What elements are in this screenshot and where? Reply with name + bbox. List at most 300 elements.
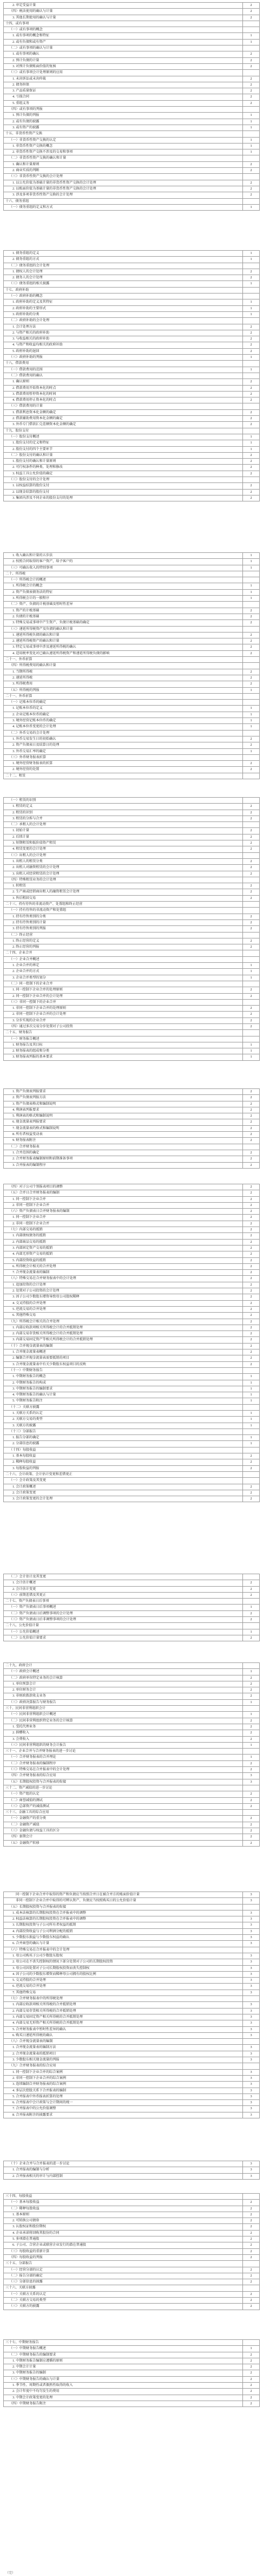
table-row [4, 1410, 260, 1416]
table-row [4, 1392, 260, 1398]
outline-item-level [243, 2039, 260, 2045]
outline-item-level: 1 [243, 559, 260, 565]
table-row [4, 88, 260, 94]
table-row [4, 2236, 260, 2242]
outline-item-text: 3. 所得税费用 [4, 681, 243, 687]
table-row [4, 1947, 260, 1953]
outline-item-text: 4. 与资产和收益均相关的政府补助 [4, 342, 243, 348]
table-row [4, 2063, 260, 2069]
outline-item-level [243, 318, 260, 324]
table-row [4, 263, 260, 269]
outline-item-text: （十）合并现金流量表的编制 [4, 1343, 243, 1349]
outline-item-text: 2. 股份支付的四个主要环节 [4, 446, 243, 452]
outline-item-text: 1. 股份支付的确认和计量原则 [4, 459, 243, 465]
outline-item-level: 1 [243, 1417, 260, 1423]
table-row [4, 871, 260, 877]
outline-item-text: （一）资产组的认定 [4, 1791, 243, 1797]
table-row [4, 1423, 260, 1429]
outline-item-level: 2 [243, 100, 260, 106]
outline-item-level: 2 [243, 2218, 260, 2224]
table-row [4, 1221, 260, 1227]
outline-item-level: 1 [243, 1048, 260, 1054]
table-row [4, 336, 260, 342]
outline-item-level: 2 [243, 1202, 260, 1208]
outline-item-level: 2 [243, 465, 260, 471]
table-row [4, 1816, 260, 1822]
outline-item-text: （二）民间非营利组织特定业务的会计核算 [4, 1718, 243, 1724]
outline-item-text: 2. 商业实质的判断 [4, 168, 243, 174]
outline-item-level: 2 [243, 1119, 260, 1125]
outline-item-level [243, 773, 260, 779]
outline-item-text: （一）金融资产的重分类 [4, 1816, 243, 1822]
outline-item-level [243, 932, 260, 938]
outline-item-level [243, 877, 260, 883]
table-row [4, 2051, 260, 2057]
table-row [4, 1441, 260, 1447]
outline-item-text: 3. 内部交易固定资产等相关所得税会计的合并抵销处理 [4, 1337, 243, 1343]
table-row [4, 1184, 260, 1190]
table-row [4, 2069, 260, 2075]
table-row [4, 2167, 260, 2173]
outline-item-text: （二）金融资产减值 [4, 1822, 243, 1828]
outline-item-text: 3. 会计政策变更的会计处理 [4, 1496, 243, 1502]
outline-item-text: 6. 逆流交易的合并处理 [4, 1984, 243, 1990]
table-row [4, 465, 260, 471]
outline-item-level: 2 [243, 385, 260, 391]
outline-item-text: （二）报告分部的确定 [4, 2273, 243, 2279]
outline-item-level: 3 [243, 2112, 260, 2118]
outline-item-text: 1. 合并报表的编制与分析 [4, 2167, 243, 2173]
outline-item-level [243, 577, 260, 583]
table-row [4, 324, 260, 330]
table-row [4, 2002, 260, 2008]
outline-item-text: 2. 会计年度中不均匀发生的费用 [4, 2389, 243, 2395]
table-row [4, 1574, 260, 1580]
outline-item-text: 3. 因子公司少数股东增资导致母公司股权稀释 [4, 1294, 243, 1300]
outline-item-text: 1. 基本每股收益 [4, 1453, 243, 1459]
outline-item-text: 4. 利润表列报要求 [4, 1107, 243, 1113]
outline-item-level: 3 [243, 1779, 260, 1785]
outline-item-text: 3. 特定交易或事项中涉及递延所得税的确认 [4, 644, 243, 650]
table-row [4, 2218, 260, 2224]
table-row [4, 1398, 260, 1404]
table-row [4, 2358, 260, 2364]
table-row [4, 422, 260, 428]
outline-item-level: 2 [243, 1331, 260, 1337]
table-row [4, 742, 260, 748]
outline-item-text: 4. 借款费用停止资本化的时点 [4, 397, 243, 403]
outline-item-text: 2. 以现金结算的股份支付 [4, 489, 243, 495]
outline-item-text: （一）企业合并概述 [4, 956, 243, 962]
table-row [4, 816, 260, 821]
outline-item-text: 2. 非货币性资产交换不涉及的交易和事项 [4, 149, 243, 155]
outline-item-level [243, 174, 260, 180]
outline-item-level: 1 [243, 1386, 260, 1392]
outline-item-level: 2 [243, 94, 260, 100]
outline-item-level: 2 [243, 644, 260, 650]
outline-item-level: 2 [243, 1263, 260, 1269]
outline-item-level: 2 [243, 1760, 260, 1766]
table-row [4, 2395, 260, 2401]
table-row [4, 1150, 260, 1156]
outline-item-level: 2 [243, 1797, 260, 1803]
outline-item-level: 2 [243, 1343, 260, 1349]
outline-item-text: 2. 处置对子公司投资的会计处理 [4, 1288, 243, 1294]
outline-item-text: 1. 租赁的定义 [4, 804, 243, 810]
table-row [4, 1478, 260, 1484]
outline-item-level: 2 [243, 186, 260, 192]
table-row [4, 1331, 260, 1337]
outline-item-text: 2. 会计政策变更 [4, 1490, 243, 1496]
outline-item-level: 3 [243, 1910, 260, 1916]
outline-item-level: 1 [243, 1410, 260, 1416]
outline-item-level: 3 [243, 1953, 260, 1959]
outline-item-text: 4. 租赁变更的会计处理 [4, 846, 243, 852]
outline-item-level [243, 403, 260, 409]
outline-item-level: 1 [243, 1423, 260, 1429]
table-row [4, 877, 260, 883]
outline-item-level: 2 [243, 1840, 260, 1846]
outline-item-level: 1 [243, 257, 260, 263]
outline-item-text: （二）非货币性资产交换的确认和计量 [4, 155, 243, 161]
outline-item-text: 3. 境外经营记账本位币的确定 [4, 718, 243, 724]
outline-item-text: 2. 资产负债表日及结算日的处理 [4, 742, 243, 748]
table-row [4, 902, 260, 908]
outline-item-level: 3 [243, 2051, 260, 2057]
table-row [4, 1828, 260, 1834]
table-row [4, 348, 260, 354]
table-row [4, 2370, 260, 2376]
outline-item-text: 二十一、外币折算 [4, 657, 243, 663]
outline-item-text: 十七、政府补助 [4, 287, 243, 293]
outline-item-level: 2 [243, 3, 260, 9]
table-row [4, 1361, 260, 1367]
outline-item-text: （三）关联方的披露 [4, 2304, 243, 2310]
table-row [4, 2014, 260, 2020]
outline-item-level: 2 [243, 1113, 260, 1119]
table-row [4, 1313, 260, 1319]
table-row [4, 2039, 260, 2045]
table-row [4, 669, 260, 675]
outline-item-level: 3 [243, 2088, 260, 2094]
outline-item-text: （三）每股收益的重新计算 [4, 2248, 243, 2254]
table-row [4, 1215, 260, 1221]
table-row [4, 944, 260, 950]
outline-item-text: 1. 收入确认和计量的五步法 [4, 553, 243, 559]
outline-item-text: 2. 非同一控制下企业合并的会计处理 [4, 1012, 243, 1018]
outline-item-level: 2 [243, 1138, 260, 1144]
table-row [4, 828, 260, 834]
outline-item-text: 1. 成本法核算的长期股权投资在合并报表中的调整 [4, 1910, 243, 1916]
table-row [4, 39, 260, 45]
table-row [4, 1779, 260, 1785]
outline-item-level: 2 [243, 846, 260, 852]
outline-item-text: 2. 或有负债和或有资产 [4, 39, 243, 45]
table-row [4, 204, 260, 210]
outline-item-level: 2 [243, 804, 260, 810]
outline-item-level [243, 822, 260, 828]
outline-item-text: 2. 借款费用开始资本化的时点 [4, 385, 243, 391]
table-row [4, 1012, 260, 1018]
outline-item-text: 十八、借款费用 [4, 361, 243, 367]
outline-item-text: 6. 所得税会计相关的合并处理 [4, 1263, 243, 1269]
table-row [4, 700, 260, 706]
outline-item-level [243, 2063, 260, 2069]
outline-item-text: 1. 同一控制下企业合并 [4, 1215, 243, 1221]
table-row [4, 186, 260, 192]
outline-item-level: 2 [243, 1803, 260, 1809]
outline-item-text: （八）特殊交易在合并财务报表中的会计处理 [4, 1276, 243, 1282]
table-row [4, 1209, 260, 1215]
outline-item-level: 2 [243, 422, 260, 428]
table-row [4, 553, 260, 559]
table-row [4, 2346, 260, 2352]
outline-table-block [3, 250, 260, 501]
outline-item-level [243, 693, 260, 699]
outline-item-level [243, 1471, 260, 1477]
outline-item-level: 3 [243, 2020, 260, 2026]
table-row [4, 1435, 260, 1441]
outline-item-level: 2 [243, 1018, 260, 1023]
table-row [4, 57, 260, 63]
table-row [4, 287, 260, 293]
outline-item-text: 4. 中期财务报告的确认与计量 [4, 1392, 243, 1398]
outline-item-text: 1. 合并现金流量表概述 [4, 1349, 243, 1355]
table-row [4, 1736, 260, 1742]
outline-item-level: 1 [243, 39, 260, 45]
outline-item-text: （三）政府决算报告与财务报告 [4, 1699, 243, 1705]
outline-item-text: 3. 财务报表列报的基本要求 [4, 1054, 243, 1060]
outline-item-text: 非同一控制下企业合并中取得的可辨认资产、负债应当按照购买日的公允价值计量 [4, 1898, 243, 1904]
outline-item-text: 3. 产品质量保证 [4, 88, 243, 94]
outline-item-level: 2 [243, 2224, 260, 2230]
outline-item-level [243, 950, 260, 956]
table-row [4, 1791, 260, 1797]
outline-item-level: 2 [243, 269, 260, 275]
outline-item-text: 三十六、关联方披露 [4, 2285, 243, 2291]
outline-item-text: 3. 外币交易汇率的确定 [4, 748, 243, 754]
table-row [4, 1730, 260, 1736]
table-row [4, 804, 260, 810]
outline-item-text: 2. 递延所得税资产的确认和计量 [4, 638, 243, 644]
outline-item-level: 2 [243, 620, 260, 626]
outline-item-text: （五）长期股权投资与合并报表的衔接 [4, 1779, 243, 1785]
outline-item-text: 2. 可转换公司债券 [4, 2218, 243, 2224]
outline-item-level: 2 [243, 1693, 260, 1699]
outline-item-text: 1. 终止经营的定义 [4, 938, 243, 944]
outline-item-level [243, 981, 260, 987]
outline-item-level: 3 [243, 1773, 260, 1779]
outline-item-level: 2 [243, 2291, 260, 2297]
outline-item-text: （一）非货币性资产交换的认定 [4, 137, 243, 143]
outline-item-level: 2 [243, 1687, 260, 1693]
table-row [4, 1669, 260, 1675]
table-row [4, 1935, 260, 1941]
table-row [4, 2100, 260, 2106]
outline-item-level: 2 [243, 883, 260, 889]
table-row [4, 137, 260, 143]
outline-item-level: 3 [243, 1928, 260, 1934]
table-row [4, 1605, 260, 1610]
outline-item-level: 2 [243, 926, 260, 932]
outline-item-text: 1. 转租赁 [4, 883, 243, 889]
outline-item-text: 1. 中期财务报告编制应遵循的原则 [4, 2358, 243, 2364]
table-row [4, 471, 260, 477]
outline-item-level: 2 [243, 1276, 260, 1282]
table-row [4, 409, 260, 415]
table-row [4, 2057, 260, 2063]
outline-item-text: 2. 稀释每股收益 [4, 1459, 243, 1465]
table-row [4, 379, 260, 385]
outline-item-text: 1. 政府补助的定义及其特征 [4, 299, 243, 305]
outline-item-level: 2 [243, 192, 260, 198]
outline-item-level: 2 [243, 82, 260, 88]
outline-item-level: 3 [243, 1965, 260, 1971]
table-row [4, 489, 260, 495]
outline-item-level [243, 361, 260, 367]
outline-item-text: （十四）每股收益 [4, 1447, 243, 1453]
table-row [4, 975, 260, 981]
outline-item-level: 1 [243, 718, 260, 724]
outline-item-text: 3. 分步实现的企业合并 [4, 1018, 243, 1023]
outline-item-text: 2. 同一控制下企业合并的会计处理 [4, 993, 243, 999]
table-row [4, 9, 260, 15]
table-row [4, 1018, 260, 1023]
outline-item-text: 3. 中期财务报告的编制要求 [4, 1386, 243, 1392]
table-row [4, 644, 260, 650]
table-row [4, 1023, 260, 1029]
outline-item-level: 3 [243, 2173, 260, 2179]
outline-item-text: （四）所得税费用的确认和计量 [4, 663, 243, 669]
outline-item-level: 2 [243, 675, 260, 681]
outline-item-text: 1. 确认原则 [4, 379, 243, 385]
table-row [4, 1113, 260, 1119]
outline-item-text: 3. 涉及多项非货币性资产交换的会计处理 [4, 192, 243, 198]
outline-item-text: 1. 股份支付的定义和特征 [4, 440, 243, 446]
table-row [4, 1349, 260, 1355]
outline-item-level: 1 [243, 712, 260, 718]
outline-item-text: 2. 以账面价值为基础计量的非货币性资产交换的会计处理 [4, 186, 243, 192]
outline-item-text: （二）中期财务报告的编制要求 [4, 2352, 243, 2358]
outline-item-level [243, 21, 260, 27]
outline-item-level: 2 [243, 1355, 260, 1361]
outline-item-level: 2 [243, 1496, 260, 1502]
table-row [4, 712, 260, 718]
outline-item-level: 1 [243, 311, 260, 317]
outline-item-text: （一）租赁的识别 [4, 798, 243, 804]
outline-item-text: 1. 外币交易发生日的初始确认 [4, 736, 243, 742]
table-row [4, 1227, 260, 1233]
outline-item-level: 2 [243, 168, 260, 174]
outline-item-level: 2 [243, 1635, 260, 1641]
table-row [4, 718, 260, 724]
outline-item-text: （二）稀释每股收益 [4, 2206, 243, 2212]
outline-item-level: 2 [243, 180, 260, 186]
table-row [4, 638, 260, 644]
outline-item-level: 3 [243, 2075, 260, 2081]
outline-item-level: 2 [243, 489, 260, 495]
outline-table-block [3, 1184, 260, 1502]
table-row [4, 275, 260, 281]
outline-item-level: 2 [243, 889, 260, 895]
table-row [4, 883, 260, 889]
outline-item-text: （七）内部交易的抵销 [4, 1227, 243, 1233]
outline-item-level: 3 [243, 1922, 260, 1928]
outline-item-text: 2. 合并现金流量表的抵销项目 [4, 2051, 243, 2057]
table-row [4, 1459, 260, 1465]
outline-item-text: 3. 长期股权投资与子公司所有者权益的抵销 [4, 1922, 243, 1928]
outline-item-level: 1 [243, 1605, 260, 1610]
outline-item-level: 1 [243, 251, 260, 257]
table-row [4, 1343, 260, 1349]
outline-table-block [3, 552, 260, 779]
outline-item-level: 2 [243, 858, 260, 864]
outline-item-level: 2 [243, 1361, 260, 1367]
table-row [4, 589, 260, 595]
outline-item-level: 2 [243, 2206, 260, 2212]
outline-item-level: 1 [243, 33, 260, 39]
outline-item-level [243, 999, 260, 1005]
outline-item-level: 1 [243, 1392, 260, 1398]
table-row [4, 1663, 260, 1669]
outline-item-level [243, 2285, 260, 2291]
table-row [4, 852, 260, 858]
outline-item-text: （一）中期财务报告概述 [4, 2346, 243, 2352]
table-row [4, 2020, 260, 2026]
outline-item-text: 2. 合并财务报表编制原则和前期准备事项 [4, 1156, 243, 1162]
table-row [4, 632, 260, 638]
outline-item-level: 2 [243, 1465, 260, 1471]
outline-item-level: 2 [243, 1306, 260, 1312]
table-row [4, 657, 260, 663]
outline-item-level: 2 [243, 1300, 260, 1306]
outline-item-text: 3. 内部固定资产交易的抵销 [4, 1245, 243, 1251]
table-row [4, 1990, 260, 1995]
outline-item-level: 2 [243, 51, 260, 57]
outline-item-text: （三）债务重组的相关披露 [4, 281, 243, 287]
outline-item-text: 6. 现金流量表列报要求 [4, 1119, 243, 1125]
outline-item-level: 2 [243, 1257, 260, 1263]
outline-item-text: （一）或有事项的概念 [4, 27, 243, 33]
outline-item-level: 2 [243, 816, 260, 821]
document-footnote: （完） [5, 2572, 16, 2575]
outline-item-level [243, 1447, 260, 1453]
table-row [4, 367, 260, 373]
outline-item-level [243, 107, 260, 113]
outline-item-text: 3. 中期会计政策变更的处理 [4, 2395, 243, 2401]
table-row [4, 1629, 260, 1635]
table-row [4, 1132, 260, 1138]
outline-item-level [243, 2261, 260, 2267]
outline-item-level: 1 [243, 143, 260, 149]
outline-item-level: 1 [243, 969, 260, 975]
outline-item-text: 4. 内部交易无形资产相关所得税的合并抵销处理 [4, 2020, 243, 2026]
outline-table [3, 1184, 260, 1502]
outline-item-text: 1. 资产的计税基础 [4, 608, 243, 614]
outline-item-text: 1. 所得税会计的概念 [4, 583, 243, 589]
outline-item-text: 4. 亏损合同 [4, 94, 243, 100]
table-row [4, 198, 260, 204]
table-row [4, 1107, 260, 1113]
table-row [4, 45, 260, 51]
outline-item-text: （四）通过多次交易分步处置对子公司投资 [4, 1023, 243, 1029]
outline-item-text: 1. 同一控制下企业合并的处理原则 [4, 987, 243, 993]
table-row [4, 761, 260, 767]
outline-item-level: 2 [243, 1012, 260, 1018]
table-row [4, 1724, 260, 1730]
outline-item-text: 三十二、资产减值的进一步讨论 [4, 1785, 243, 1791]
table-row [4, 192, 260, 198]
